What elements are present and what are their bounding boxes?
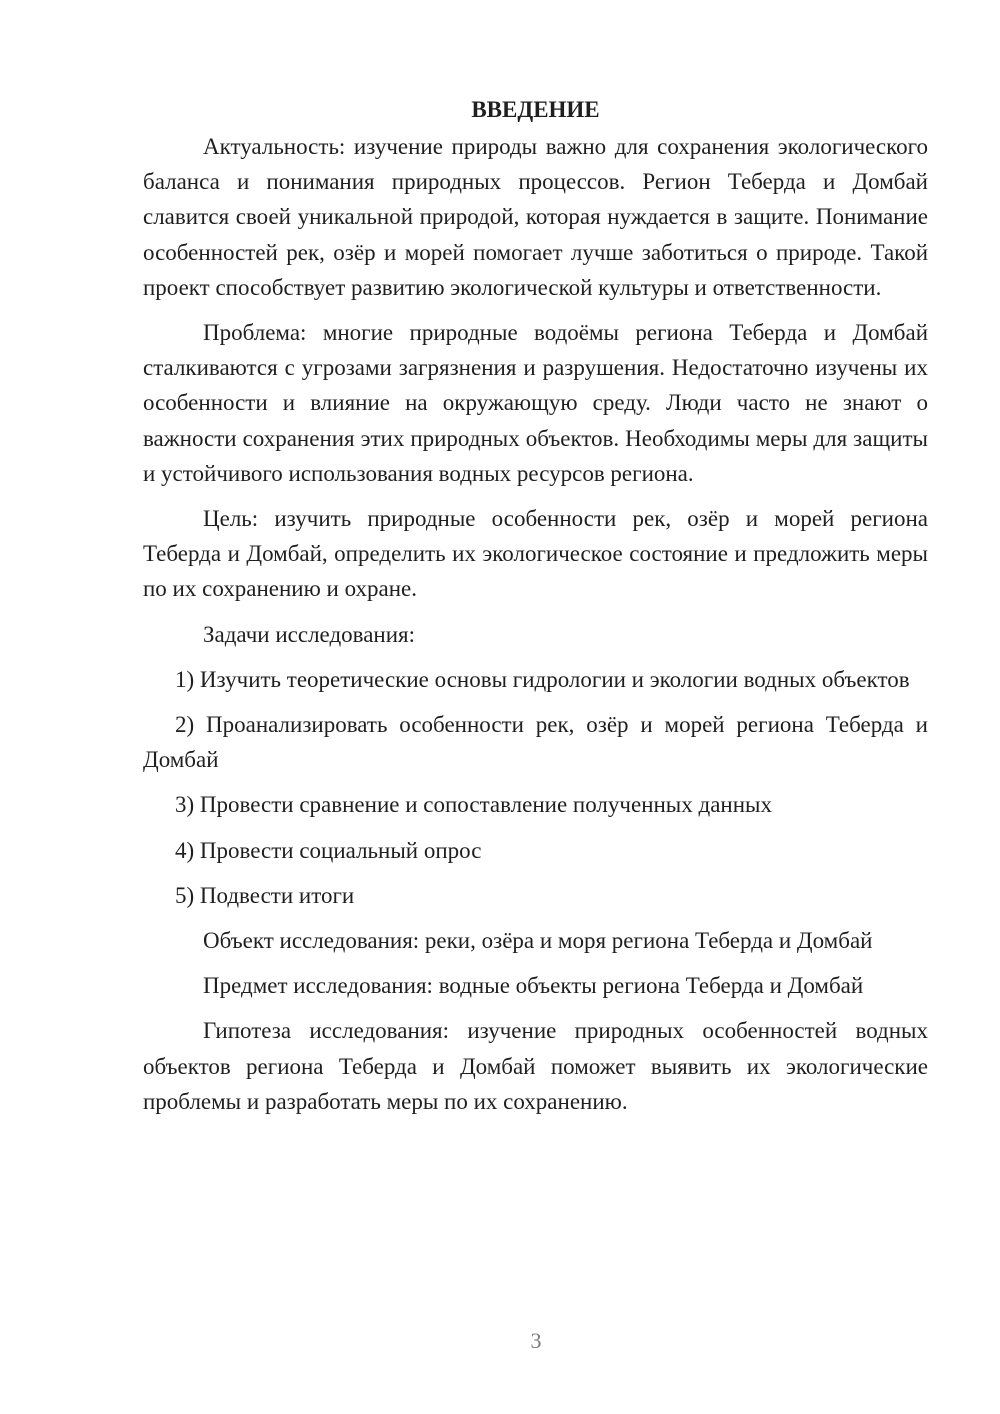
tasks-heading: Задачи исследования:	[203, 621, 416, 647]
object-paragraph: Объект исследования: реки, озёра и моря региона Теберда и Домбай	[203, 928, 873, 954]
hypothesis-paragraph: Гипотеза исследования: изучение природных особенностей водных объектов региона Теберда и Домбай поможет выявить их экологические проблемы и разработать меры по их сохранению.	[143, 1018, 928, 1114]
task-item: 1) Изучить теоретические основы гидрологии и экологии водных объектов	[175, 666, 910, 692]
subject-paragraph: Предмет исследования: водные объекты региона Теберда и Домбай	[203, 973, 864, 999]
document-title: ВВЕДЕНИЕ	[471, 97, 600, 122]
task-item: 5) Подвести итоги	[175, 882, 355, 908]
task-item: 2) Проанализировать особенности рек, озёр и морей региона Теберда и Домбай	[143, 712, 928, 773]
relevance-paragraph: Актуальность: изучение природы важно для сохранения экологического баланса и понимания природных процессов. Регион Теберда и Домбай славится своей уникальной природой, которая нуждается в защите. Понимание особенностей рек, озёр и морей помогает лучше заботиться о природе. Такой проект способствует развитию экологической культуры и ответственности.	[143, 134, 928, 300]
goal-paragraph: Цель: изучить природные особенности рек, озёр и морей региона Теберда и Домбай, определить их экологическое состояние и предложить меры по их сохранению и охране.	[143, 506, 928, 602]
task-item: 3) Провести сравнение и сопоставление полученных данных	[175, 792, 772, 818]
page-number: 3	[530, 1328, 542, 1353]
task-item: 4) Провести социальный опрос	[175, 837, 482, 863]
document-page	[143, 92, 928, 1129]
problem-paragraph: Проблема: многие природные водоёмы региона Теберда и Домбай сталкиваются с угрозами загрязнения и разрушения. Недостаточно изучены их особенности и влияние на окружающую среду. Люди часто не знают о важности сохранения этих природных объектов. Необходимы меры для защиты и устойчивого использования водных ресурсов региона.	[143, 320, 928, 486]
